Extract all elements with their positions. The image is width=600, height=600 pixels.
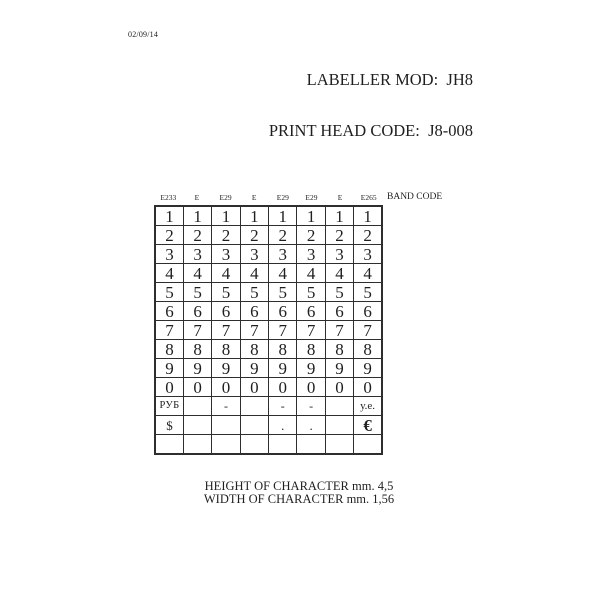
table-row <box>155 245 382 264</box>
band-code-table <box>154 205 383 455</box>
table-cell: 9 <box>240 359 268 378</box>
table-cell: 8 <box>354 340 382 359</box>
table-cell: 3 <box>269 245 297 264</box>
table-cell: 5 <box>183 283 211 302</box>
table-cell: 9 <box>325 359 353 378</box>
table-cell: 0 <box>269 378 297 397</box>
table-cell: - <box>212 397 240 416</box>
table-row <box>155 302 382 321</box>
table-cell: 6 <box>212 302 240 321</box>
table-cell: 1 <box>155 206 183 226</box>
column-code-label: E265 <box>360 193 377 202</box>
table-cell: 5 <box>325 283 353 302</box>
table-cell: 4 <box>155 264 183 283</box>
table-cell: - <box>269 397 297 416</box>
character-height-note: HEIGHT OF CHARACTER mm. 4,5 <box>204 479 394 493</box>
table-cell: 8 <box>240 340 268 359</box>
table-cell: 0 <box>212 378 240 397</box>
title-block <box>269 37 473 173</box>
table-cell: 0 <box>183 378 211 397</box>
table-cell: 3 <box>212 245 240 264</box>
table-cell: 8 <box>212 340 240 359</box>
table-cell <box>183 435 211 455</box>
table-cell: 3 <box>354 245 382 264</box>
table-cell <box>183 416 211 435</box>
table-cell: 3 <box>183 245 211 264</box>
table-row <box>155 340 382 359</box>
table-row <box>155 226 382 245</box>
table-cell: 6 <box>183 302 211 321</box>
table-row <box>155 264 382 283</box>
table-cell: 8 <box>297 340 325 359</box>
table-cell <box>240 435 268 455</box>
table-cell: 8 <box>325 340 353 359</box>
table-cell: 7 <box>269 321 297 340</box>
table-cell: 4 <box>183 264 211 283</box>
table-cell: 6 <box>354 302 382 321</box>
labeller-model-title: LABELLER MOD: JH8 <box>306 70 473 89</box>
table-cell: . <box>297 416 325 435</box>
table-cell: 7 <box>354 321 382 340</box>
table-cell <box>240 397 268 416</box>
table-cell: 5 <box>354 283 382 302</box>
column-code-label: E <box>337 193 343 202</box>
table-cell: 8 <box>183 340 211 359</box>
column-code-label: E29 <box>305 193 318 202</box>
table-cell: 6 <box>155 302 183 321</box>
table-cell: 0 <box>240 378 268 397</box>
table-cell: 3 <box>155 245 183 264</box>
table-cell: 5 <box>212 283 240 302</box>
table-cell: 4 <box>240 264 268 283</box>
table-cell: 4 <box>325 264 353 283</box>
table-cell: 1 <box>354 206 382 226</box>
table-cell: 2 <box>183 226 211 245</box>
band-code-table-body <box>155 206 382 454</box>
table-cell: 4 <box>269 264 297 283</box>
table-cell: 7 <box>325 321 353 340</box>
table-cell: 5 <box>240 283 268 302</box>
table-cell: - <box>297 397 325 416</box>
table-cell <box>297 435 325 455</box>
table-cell: 6 <box>240 302 268 321</box>
table-cell <box>212 416 240 435</box>
table-cell: 9 <box>183 359 211 378</box>
table-cell: 2 <box>297 226 325 245</box>
table-cell: 9 <box>354 359 382 378</box>
table-cell: 3 <box>240 245 268 264</box>
table-cell: 0 <box>155 378 183 397</box>
table-cell: 4 <box>354 264 382 283</box>
table-cell <box>240 416 268 435</box>
print-head-code-title: PRINT HEAD CODE: J8-008 <box>268 121 473 140</box>
table-cell: 2 <box>212 226 240 245</box>
table-cell: 6 <box>325 302 353 321</box>
table-cell: 2 <box>155 226 183 245</box>
table-cell: у.е. <box>354 397 382 416</box>
table-cell: 6 <box>297 302 325 321</box>
column-code-label: E <box>194 193 200 202</box>
table-cell: 1 <box>269 206 297 226</box>
table-cell: 1 <box>297 206 325 226</box>
table-cell: $ <box>155 416 183 435</box>
table-row <box>155 283 382 302</box>
table-row <box>155 321 382 340</box>
table-cell: 2 <box>354 226 382 245</box>
table-cell: 8 <box>155 340 183 359</box>
table-cell: 7 <box>183 321 211 340</box>
table-cell <box>325 416 353 435</box>
table-cell: 9 <box>212 359 240 378</box>
table-cell <box>155 435 183 455</box>
table-cell: . <box>269 416 297 435</box>
table-cell: 3 <box>297 245 325 264</box>
table-cell <box>212 435 240 455</box>
table-row <box>155 416 382 435</box>
table-cell <box>354 435 382 455</box>
table-cell: 2 <box>269 226 297 245</box>
table-cell: € <box>354 416 382 435</box>
table-cell: 6 <box>269 302 297 321</box>
table-cell: 0 <box>354 378 382 397</box>
table-row <box>155 397 382 416</box>
table-cell: 2 <box>325 226 353 245</box>
table-cell: 9 <box>297 359 325 378</box>
column-codes-row <box>154 192 383 203</box>
table-cell: 7 <box>155 321 183 340</box>
table-cell: 7 <box>240 321 268 340</box>
table-cell <box>325 397 353 416</box>
table-cell: 9 <box>269 359 297 378</box>
character-width-note: WIDTH OF CHARACTER mm. 1,56 <box>203 492 395 506</box>
table-cell: 0 <box>325 378 353 397</box>
table-cell <box>183 397 211 416</box>
table-row <box>155 206 382 226</box>
table-cell: 8 <box>269 340 297 359</box>
table-cell: 9 <box>155 359 183 378</box>
table-row <box>155 378 382 397</box>
table-cell <box>325 435 353 455</box>
table-cell: 3 <box>325 245 353 264</box>
table-cell: 7 <box>297 321 325 340</box>
column-code-label: E233 <box>160 193 177 202</box>
table-cell: 5 <box>155 283 183 302</box>
table-cell: 4 <box>212 264 240 283</box>
table-cell: РУБ <box>155 397 183 416</box>
column-code-label: E29 <box>219 193 232 202</box>
table-cell: 5 <box>297 283 325 302</box>
table-cell: 1 <box>183 206 211 226</box>
table-row <box>155 359 382 378</box>
table-cell <box>269 435 297 455</box>
table-cell: 1 <box>240 206 268 226</box>
table-cell: 2 <box>240 226 268 245</box>
document-date: 02/09/14 <box>128 30 159 39</box>
band-code-label: BAND CODE <box>387 192 443 202</box>
table-cell: 0 <box>297 378 325 397</box>
column-code-label: E <box>251 193 257 202</box>
character-size-notes <box>186 480 412 506</box>
table-cell: 1 <box>325 206 353 226</box>
table-cell: 5 <box>269 283 297 302</box>
table-cell: 7 <box>212 321 240 340</box>
table-cell: 1 <box>212 206 240 226</box>
column-code-label: E29 <box>276 193 289 202</box>
table-cell: 4 <box>297 264 325 283</box>
table-row <box>155 435 382 455</box>
